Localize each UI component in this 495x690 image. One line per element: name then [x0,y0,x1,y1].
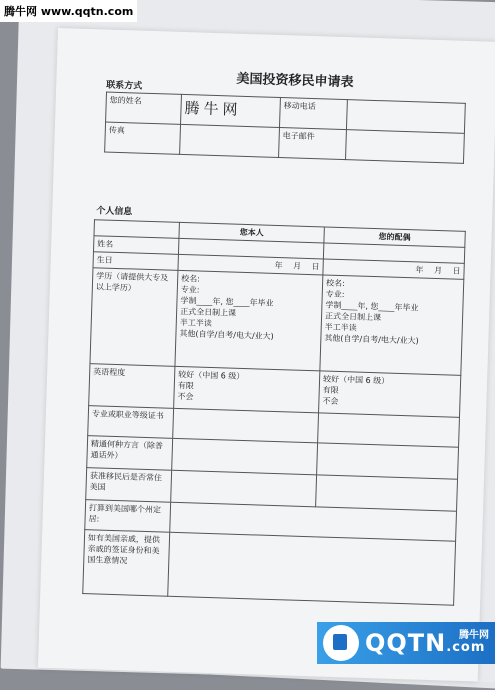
name-value [181,94,281,127]
edu-line: 正式全日制上课 [180,306,237,318]
row-relatives-label: 如有美国亲戚，提供亲戚的签证身份和美国生意情况 [83,530,170,597]
english-line: 有限 [322,385,339,395]
logo-mark-icon [323,625,359,661]
edu-line: 学制____年, 您____年毕业 [180,295,274,308]
edu-line: 半工半读 [324,322,357,333]
self-header: 您本人 [179,222,324,243]
row-english-label: 英语程度 [89,364,175,409]
watermark: 腾牛网 www.qqtn.com [0,0,137,22]
self-cert [173,408,319,443]
relatives-value [168,532,456,605]
spouse-cert [318,413,460,447]
english-line: 不会 [177,391,194,402]
spouse-residence [316,475,458,511]
row-name-label: 姓名 [93,236,178,255]
row-education-label: 学历（请提供大专及以上学历） [90,268,178,367]
form-title: 美国投资移民申请表 [236,71,354,91]
fax-value [180,124,280,157]
name-label: 您的姓名 [106,92,182,124]
english-line: 较好（中国 6 级） [322,374,390,386]
handwritten-name: 腾牛网 [184,99,242,119]
row-birth-label: 生日 [93,252,178,271]
mobile-label: 移动电话 [279,98,347,130]
email-value [346,130,465,164]
self-residence [171,470,317,507]
english-line: 有限 [177,380,194,391]
self-education [175,270,323,371]
personal-table [82,219,466,605]
self-birth: 年 月 日 [178,254,323,275]
edu-line: 专业: [180,284,200,295]
row-residence-label: 获准移民后是否常住美国 [86,468,172,503]
edu-line: 校名: [181,273,201,284]
site-logo [317,622,495,664]
fax-label: 传真 [105,122,181,154]
row-cert-label: 专业或职业等级证书 [88,406,174,439]
logo-suffix: .com [446,640,486,655]
email-label: 电子邮件 [279,128,347,160]
spouse-header: 您的配偶 [324,227,465,247]
row-state-label: 打算到美国哪个州定居: [85,500,171,533]
mobile-value [346,100,465,134]
spouse-birth: 年 月 日 [323,259,464,279]
edu-line: 正式全日制上课 [324,311,382,323]
spouse-education [320,275,464,375]
application-form [38,28,495,682]
logo-name: 腾牛网 [459,630,489,641]
english-line: 较好（中国 6 级） [178,369,245,382]
edu-line: 其他(自学/自考/电大/业大) [324,333,419,346]
spouse-english [319,371,461,417]
edu-line: 专业: [325,289,345,300]
spouse-dialect [317,443,459,479]
edu-line: 学制____年, 您____年毕业 [325,300,419,313]
english-line: 不会 [322,396,339,406]
edu-line: 校名: [325,278,345,289]
edu-line: 其他(自学/自考/电大/业大) [179,328,274,341]
personal-section-title: 个人信息 [96,206,133,218]
self-dialect [172,438,318,475]
self-english [174,366,320,413]
contact-section-title: 联系方式 [106,80,143,92]
logo-mark-text: QQTN [365,629,447,657]
contact-table [104,92,466,164]
edu-line: 半工半读 [179,317,212,328]
row-dialect-label: 精通何种方言（除普通话外） [87,436,173,471]
